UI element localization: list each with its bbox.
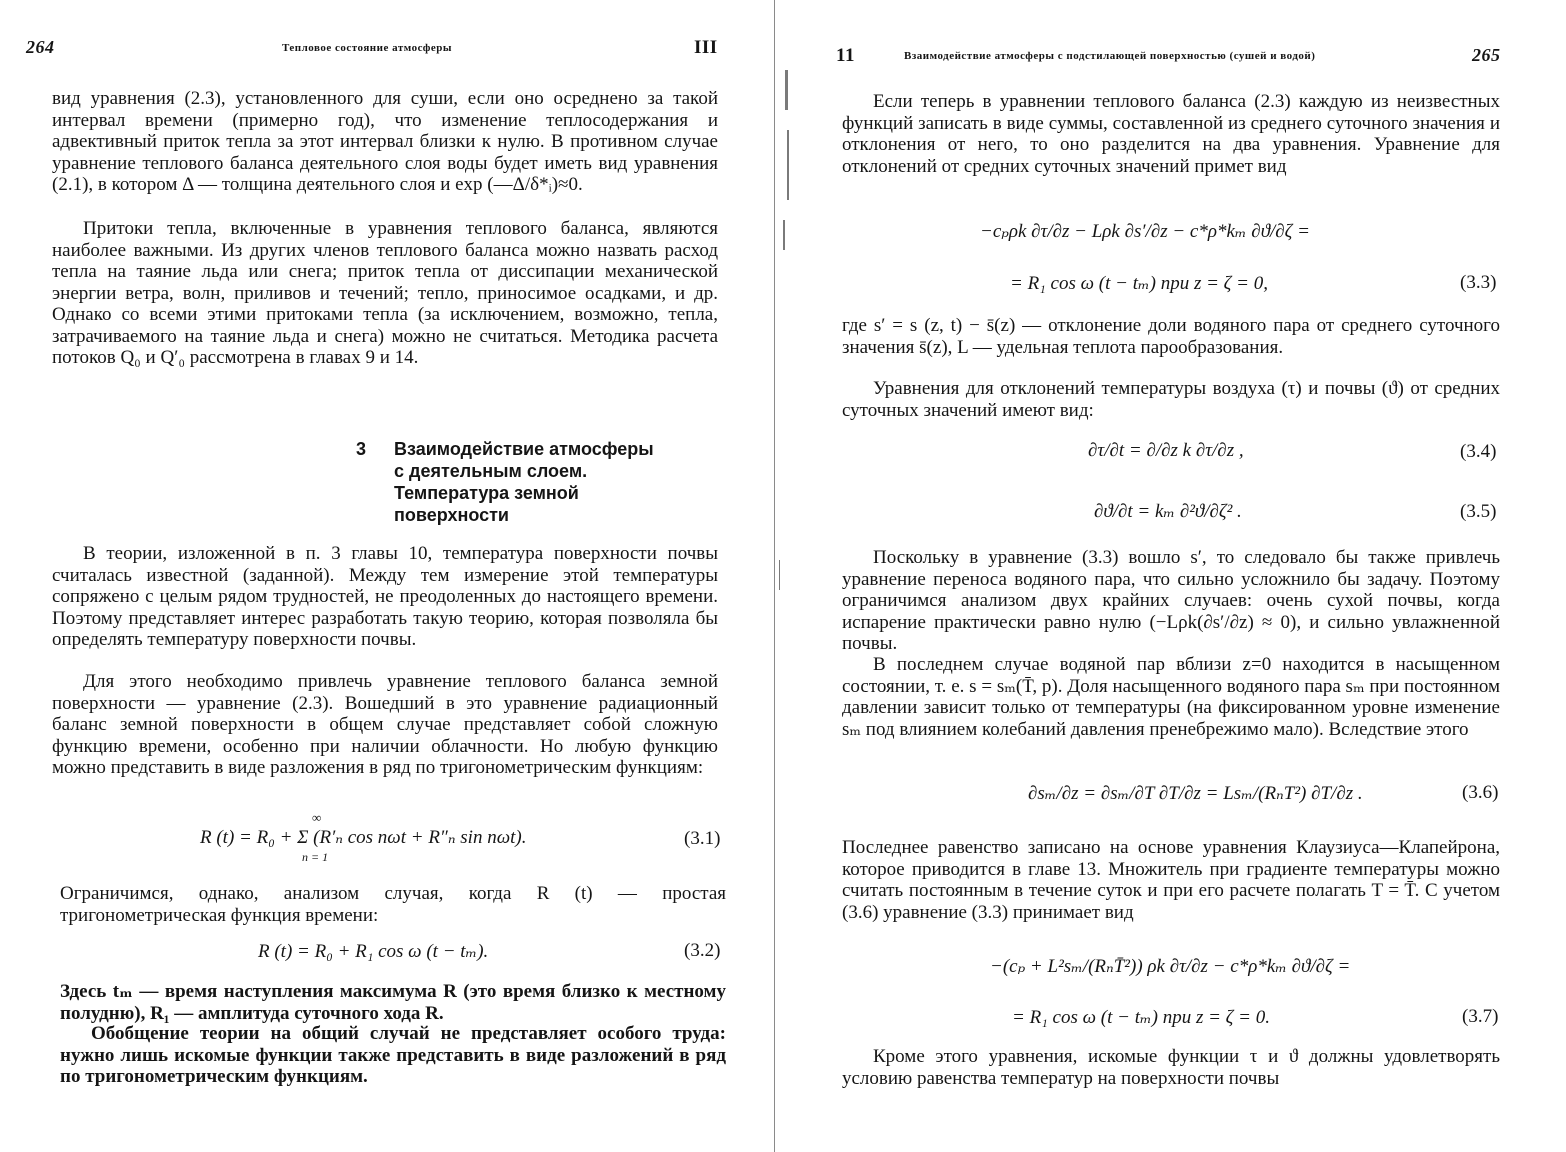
- equation-3-1-sum-upper: ∞: [312, 810, 322, 825]
- right-paragraph-1: Если теперь в уравнении теплового баланса (2.3) каждую из неизвестных функций записать в виде суммы, составленной из среднего суточного значения и отклонения от него, то оно разделится на два уравнения. Уравнение для отклонений от средних суточных значений примет вид: [842, 91, 1500, 177]
- right-page: [782, 0, 1566, 1152]
- left-paragraph-5: Ограничимся, однако, анализом случая, когда R (t) — простая тригонометрическая функция времени:: [60, 883, 726, 926]
- left-page: [0, 0, 780, 1152]
- section-title-line: Взаимодействие атмосферы: [394, 439, 654, 459]
- equation-3-1-sum-lower: n = 1: [302, 850, 329, 864]
- left-paragraph-4: Для этого необходимо привлечь уравнение теплового баланса земной поверхности — уравнение (2.3). Вошедший в это уравнение радиационный баланс земной поверхности в общем случае представляет собой сложную функцию времени, особенно при наличии облачности. Но любую функцию можно представить в виде разложения в ряд по тригонометрическим функциям:: [52, 671, 718, 778]
- left-paragraph-7: Обобщение теории на общий случай не представляет особого труда: нужно лишь искомые функции также представить в виде разложений в ряд по тригонометрическим функциям.: [60, 1023, 726, 1087]
- right-running-head: [782, 45, 1522, 74]
- section-title-line: Температура земной: [394, 483, 579, 503]
- left-page-number: 264: [26, 37, 55, 57]
- right-page-number: 265: [1472, 45, 1501, 65]
- equation-3-4: ∂τ/∂t = ∂/∂z k ∂τ/∂z ,: [1088, 440, 1244, 461]
- right-paragraph-3: Уравнения для отклонений температуры воздуха (τ) и почвы (ϑ) от средних суточных значений имеют вид:: [842, 378, 1500, 421]
- equation-3-6-number: (3.6): [1462, 782, 1499, 803]
- left-paragraph-1: вид уравнения (2.3), установленного для суши, если оно осреднено за такой интервал времени (примерно год), что изменение теплосодержания и адвективный приток тепла за этот интервал близки к нулю. В противном случае уравнение теплового баланса деятельного слоя воды будет иметь вид уравнения (2.1), в котором Δ — толщина деятельного слоя и exp (—Δ/δ*ᵢ)≈0.: [52, 88, 718, 195]
- equation-3-5-number: (3.5): [1460, 501, 1497, 522]
- left-running-head: [0, 37, 740, 66]
- equation-3-1: [200, 826, 526, 849]
- right-paragraph-5: В последнем случае водяной пар вблизи z=0 находится в насыщенном состоянии, т. е. s = sₘ(T̄, p). Доля насыщенного водяного пара sₘ при постоянном давлении зависит только от температуры (на фиксированном уровне изменение sₘ под влиянием колебаний давления пренебрежимо мало). Вследствие этого: [842, 654, 1500, 740]
- section-title-line: с деятельным слоем.: [394, 461, 588, 481]
- equation-3-7-number: (3.7): [1462, 1006, 1499, 1027]
- equation-3-7-line-2: = R₁ cos ω (t − tₘ) при z = ζ = 0.: [1012, 1007, 1270, 1028]
- right-paragraph-6: Последнее равенство записано на основе уравнения Клаузиуса—Клапейрона, которое приводится в главе 13. Множитель при градиенте температуры можно считать постоянным в течение суток и при его расчете полагать T = T̄. С учетом (3.6) уравнение (3.3) принимает вид: [842, 837, 1500, 923]
- equation-3-1-number: (3.1): [684, 828, 721, 849]
- section-number: 3: [356, 439, 367, 459]
- left-paragraph-3: В теории, изложенной в п. 3 главы 10, температура поверхности почвы считалась известной (заданной). Между тем измерение этой температуры сопряжено с целым рядом трудностей, не преодоленных до настоящего времени. Поэтому представляет интерес разработать такую теорию, которая позволяла бы определять температуру поверхности почвы.: [52, 543, 718, 650]
- equation-3-4-number: (3.4): [1460, 441, 1497, 462]
- equation-3-3-line-2: = R₁ cos ω (t − tₘ) при z = ζ = 0,: [1010, 273, 1268, 294]
- equation-3-5: ∂ϑ/∂t = kₘ ∂²ϑ/∂ζ² .: [1094, 501, 1242, 522]
- section-title-line: поверхности: [394, 505, 509, 525]
- equation-3-3-number: (3.3): [1460, 272, 1497, 293]
- right-chapter-number: 11: [836, 45, 855, 66]
- left-running-title: Тепловое состояние атмосферы: [282, 42, 453, 54]
- right-running-title: Взаимодействие атмосферы с подстилающей поверхностью (сушей и водой): [904, 50, 1316, 62]
- left-chapter-roman: III: [694, 37, 718, 58]
- left-paragraph-6: Здесь tₘ — время наступления максимума R (это время близко к местному полудню), R₁ — амплитуда суточного хода R.: [60, 981, 726, 1024]
- equation-3-1-body: R (t) = R₀ + Σ (R′ₙ cos nωt + R″ₙ sin nωt).: [200, 827, 527, 848]
- equation-3-2: R (t) = R₀ + R₁ cos ω (t − tₘ).: [258, 941, 489, 962]
- equation-3-7-line-1: −(cₚ + L²sₘ/(RₙT̄²)) ρk ∂τ/∂z − c*ρ*kₘ ∂ϑ/∂ζ =: [990, 956, 1351, 977]
- right-paragraph-2: где s′ = s (z, t) − s̄(z) — отклонение доли водяного пара от среднего суточного значения s̄(z), L — удельная теплота парообразования.: [842, 315, 1500, 358]
- equation-3-6: ∂sₘ/∂z = ∂sₘ/∂T ∂T/∂z = Lsₘ/(RₙT²) ∂T/∂z .: [1028, 783, 1363, 804]
- equation-3-2-number: (3.2): [684, 940, 721, 961]
- left-paragraph-2: Притоки тепла, включенные в уравнения теплового баланса, являются наиболее важными. Из других членов теплового баланса можно назвать расход тепла на таяние льда или снега; приток тепла от диссипации механической энергии ветра, волн, приливов и течений; тепло, приносимое осадками, и др. Однако со всеми этими притоками тепла (за исключением, возможно, тепла, затрачиваемого на таяние льда и снега) можно не считаться. Методика расчета потоков Q₀ и Q′₀ рассмотрена в главах 9 и 14.: [52, 218, 718, 368]
- section-title: [394, 438, 694, 526]
- equation-3-3-line-1: −cₚρk ∂τ/∂z − Lρk ∂s′/∂z − c*ρ*kₘ ∂ϑ/∂ζ =: [980, 221, 1310, 242]
- right-paragraph-7: Кроме этого уравнения, искомые функции τ и ϑ должны удовлетворять условию равенства температур на поверхности почвы: [842, 1046, 1500, 1089]
- right-paragraph-4: Поскольку в уравнение (3.3) вошло s′, то следовало бы также привлечь уравнение переноса водяного пара, что сильно усложнило бы задачу. Поэтому ограничимся анализом двух крайних случаев: очень сухой почвы, когда испарение практически равно нулю (−Lρk(∂s′/∂z) ≈ 0), и сильно увлажненной почвы.: [842, 547, 1500, 654]
